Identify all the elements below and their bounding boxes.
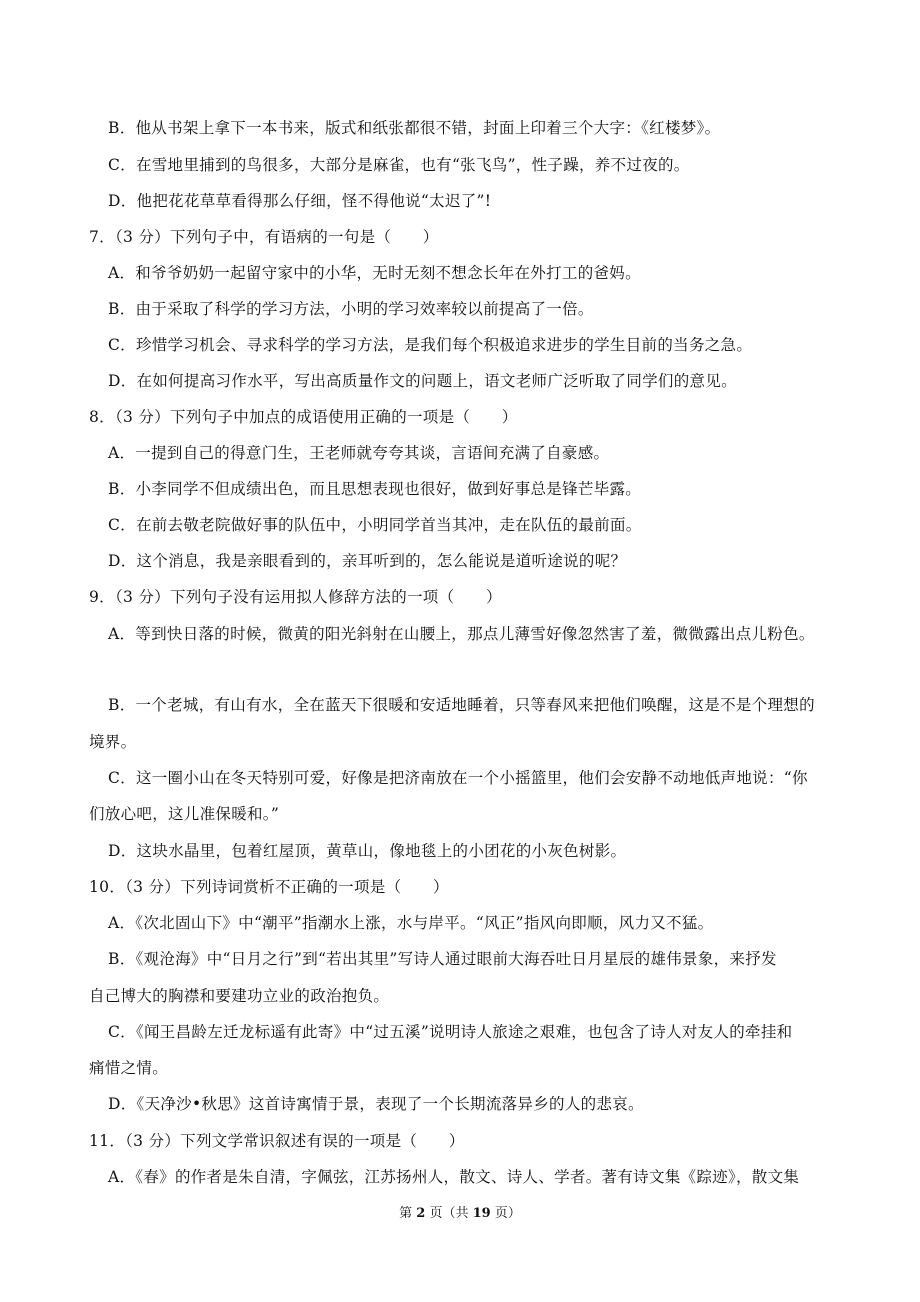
q10-option-c: C．《闻王昌龄左迁龙标遥有此寄》中“过五溪”说明诗人旅途之艰难，也包含了诗人对友人的牵挂和: [108, 1023, 793, 1041]
q6-option-c: C．在雪地里捕到的鸟很多，大部分是麻雀，也有“张飞鸟”，性子躁，养不过夜的。: [108, 156, 690, 174]
q10-option-d: D．《天净沙•秋思》这首诗寓情于景，表现了一个长期流落异乡的人的悲哀。: [108, 1095, 644, 1113]
footer-total-pages: 19: [472, 1206, 491, 1221]
q9-option-b-continued: 境界。: [89, 733, 137, 751]
q8-option-a: A．一提到自己的得意门生，王老师就夸夸其谈，言语间充满了自豪感。: [108, 444, 610, 462]
question-10-stem: 10．（3 分）下列诗词赏析不正确的一项是（ ）: [89, 878, 449, 896]
footer-prefix: 第: [399, 1206, 417, 1221]
page-footer: [0, 1204, 920, 1224]
q7-option-c: C．珍惜学习机会、寻求科学的学习方法，是我们每个积极追求进步的学生目前的当务之急。: [108, 336, 753, 354]
q11-option-a: A．《春》的作者是朱自清，字佩弦，江苏扬州人，散文、诗人、学者。著有诗文集《踪迹》，散文集: [108, 1168, 800, 1186]
q8-option-c: C．在前去敬老院做好事的队伍中，小明同学首当其冲，走在队伍的最前面。: [108, 516, 642, 534]
q9-option-c: C．这一圈小山在冬天特别可爱，好像是把济南放在一个小摇篮里，他们会安静不动地低声地说：“你: [108, 769, 808, 787]
q7-option-d: D．在如何提高习作水平，写出高质量作文的问题上，语文老师广泛听取了同学们的意见。: [108, 372, 737, 390]
question-11-stem: 11．（3 分）下列文学常识叙述有误的一项是（ ）: [89, 1132, 465, 1150]
footer-page-number: 2: [416, 1206, 426, 1221]
q8-option-b: B．小李同学不但成绩出色，而且思想表现也很好，做到好事总是锋芒毕露。: [108, 480, 642, 498]
q6-option-b: B．他从书架上拿下一本书来，版式和纸张都很不错，封面上印着三个大字：《红楼梦》。: [108, 119, 721, 137]
q10-option-b: B．《观沧海》中“日月之行”到“若出其里”写诗人通过眼前大海吞吐日月星辰的雄伟景象，来抒发: [108, 950, 777, 968]
question-9-stem: 9．（3 分）下列句子没有运用拟人修辞方法的一项（ ）: [89, 588, 502, 606]
q6-option-d: D．他把花花草草看得那么仔细，怪不得他说“太迟了”!: [108, 192, 492, 210]
q9-option-c-continued: 们放心吧，这儿准保暖和。”: [89, 805, 280, 823]
question-8-stem: 8．（3 分）下列句子中加点的成语使用正确的一项是（ ）: [89, 408, 518, 426]
q10-option-b-continued: 自己博大的胸襟和要建功立业的政治抱负。: [89, 987, 390, 1005]
question-7-stem: 7．（3 分）下列句子中，有语病的一句是（ ）: [89, 228, 439, 246]
footer-middle: 页（共: [425, 1206, 473, 1221]
q7-option-b: B．由于采取了科学的学习方法，小明的学习效率较以前提高了一倍。: [108, 300, 594, 318]
q9-option-a: A．等到快日落的时候，微黄的阳光斜射在山腰上，那点儿薄雪好像忽然害了羞，微微露出点儿粉色。: [108, 625, 815, 643]
q9-option-b: B．一个老城，有山有水，全在蓝天下很暖和安适地睡着，只等春风来把他们唤醒，这是不是个理想的: [108, 696, 815, 714]
footer-suffix: 页）: [490, 1206, 521, 1221]
q8-option-d: D．这个消息，我是亲眼看到的，亲耳听到的，怎么能说是道听途说的呢？: [108, 552, 627, 570]
q10-option-c-continued: 痛惜之情。: [89, 1059, 169, 1077]
q9-option-d: D．这块水晶里，包着红屋顶，黄草山，像地毯上的小团花的小灰色树影。: [108, 842, 627, 860]
q7-option-a: A．和爷爷奶奶一起留守家中的小华，无时无刻不想念长年在外打工的爸妈。: [108, 264, 641, 282]
q10-option-a: A．《次北固山下》中“潮平”指潮水上涨，水与岸平。“风正”指风向即顺，风力又不猛。: [108, 914, 714, 932]
